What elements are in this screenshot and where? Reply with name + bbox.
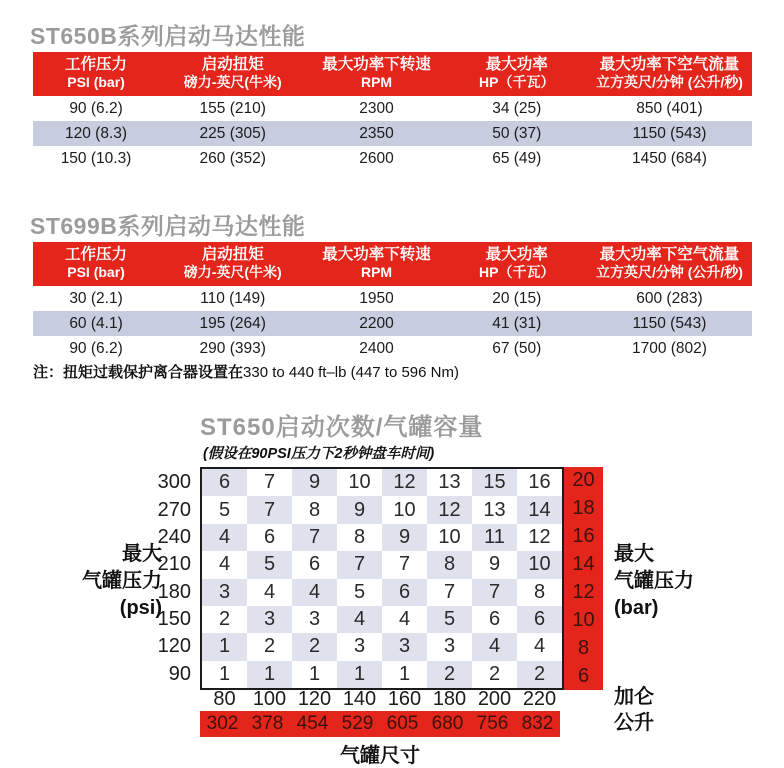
chart-title: ST650启动次数/气罐容量	[200, 414, 484, 441]
grid-cell: 1	[337, 661, 382, 688]
grid-cell: 7	[443, 580, 456, 603]
table-cell: 150 (10.3)	[60, 149, 132, 167]
table-cell: 34 (25)	[492, 99, 542, 117]
note-label: 注：扭矩过载保护离合器设置在	[33, 364, 244, 381]
grid-cell: 1	[308, 662, 321, 685]
table-row	[33, 96, 752, 121]
table-cell: 225 (305)	[159, 121, 306, 146]
bar-tick-label: 14	[572, 553, 595, 576]
torque-note	[33, 361, 459, 382]
gallons-axis	[202, 688, 562, 710]
table-row	[33, 121, 752, 146]
right-axis-label	[614, 541, 694, 622]
psi-tick-label: 150	[157, 608, 191, 631]
grid-cell: 2	[488, 662, 501, 685]
gallons-unit-label: 加仑	[614, 686, 654, 708]
grid-cell: 12	[382, 469, 427, 496]
column-header: 最大功率下空气流量 立方英尺/分钟 (公升/秒)	[587, 52, 752, 96]
grid-cell: 16	[528, 471, 551, 494]
grid-cell: 6	[517, 606, 562, 633]
column-header: 最大功率下转速 RPM	[306, 52, 446, 96]
grid-cell: 1	[247, 661, 292, 688]
grid-cell: 14	[517, 496, 562, 523]
grid-cell: 4	[292, 579, 337, 606]
liters-tick-label: 605	[386, 713, 419, 734]
table-cell: 1150 (543)	[587, 121, 752, 146]
grid-cell: 2	[218, 608, 231, 631]
table-cell: 850 (401)	[636, 99, 703, 117]
liters-tick-label: 756	[476, 713, 509, 734]
section-title-st650b: ST650B系列启动马达性能	[30, 23, 306, 49]
gallons-tick-label: 80	[213, 687, 236, 710]
left-axis-line1: 最大	[122, 543, 162, 565]
grid-cell: 4	[472, 633, 517, 660]
grid-cell: 2	[427, 661, 472, 688]
grid-cell: 10	[517, 551, 562, 578]
grid-cell: 5	[247, 551, 292, 578]
table-row	[33, 286, 752, 311]
table-cell: 1150 (543)	[587, 311, 752, 336]
table-cell: 20 (15)	[492, 289, 542, 307]
table-cell: 41 (31)	[447, 311, 587, 336]
grid-cell: 8	[308, 498, 321, 521]
bar-tick-label: 20	[572, 469, 595, 492]
psi-tick-label: 90	[168, 662, 191, 685]
table-cell: 65 (49)	[492, 149, 542, 167]
chart-grid	[200, 467, 564, 690]
grid-cell: 3	[353, 635, 366, 658]
right-axis-line2: 气罐压力	[614, 570, 694, 592]
gallons-tick-label: 120	[297, 687, 332, 710]
note-text: 330 to 440 ft–lb (447 to 596 Nm)	[243, 364, 459, 381]
grid-cell: 5	[427, 606, 472, 633]
grid-cell: 4	[263, 580, 276, 603]
column-header: 最大功率下空气流量 立方英尺/分钟 (公升/秒)	[587, 242, 752, 286]
liters-axis	[200, 711, 560, 737]
grid-cell: 15	[472, 469, 517, 496]
grid-cell: 4	[337, 606, 382, 633]
bar-tick-label: 10	[572, 608, 595, 631]
grid-cell: 13	[438, 471, 461, 494]
table-cell: 2350	[306, 121, 446, 146]
column-header: 启动扭矩 磅力-英尺(牛米)	[159, 242, 306, 286]
grid-cell: 7	[247, 496, 292, 523]
grid-cell: 4	[398, 608, 411, 631]
table-cell: 60 (4.1)	[33, 311, 159, 336]
liters-tick-label: 529	[341, 713, 374, 734]
table-cell: 90 (6.2)	[69, 339, 123, 357]
performance-table-st699b	[33, 242, 752, 361]
grid-cell: 3	[247, 606, 292, 633]
column-header: 工作压力 PSI (bar)	[33, 242, 159, 286]
table-row	[33, 311, 752, 336]
grid-cell: 12	[427, 496, 472, 523]
grid-cell: 8	[353, 525, 366, 548]
gallons-tick-label: 140	[342, 687, 377, 710]
table-cell: 120 (8.3)	[33, 121, 159, 146]
psi-tick-label: 210	[157, 553, 191, 576]
grid-cell: 1	[398, 662, 411, 685]
bar-tick-label: 18	[572, 497, 595, 520]
grid-cell: 6	[263, 525, 276, 548]
table-cell: 290 (393)	[199, 339, 266, 357]
grid-cell: 7	[472, 579, 517, 606]
grid-cell: 2	[292, 633, 337, 660]
psi-tick-label: 240	[157, 525, 191, 548]
gallons-tick-label: 220	[522, 687, 557, 710]
grid-cell: 3	[308, 608, 321, 631]
table-row	[33, 336, 752, 361]
grid-cell: 11	[472, 524, 517, 551]
grid-cell: 9	[292, 469, 337, 496]
psi-tick-label: 180	[157, 580, 191, 603]
grid-cell: 9	[337, 496, 382, 523]
grid-cell: 4	[218, 553, 231, 576]
grid-cell: 1	[202, 633, 247, 660]
tank-size-axis-title: 气罐尺寸	[340, 745, 420, 767]
grid-cell: 5	[218, 498, 231, 521]
psi-tick-label: 270	[157, 498, 191, 521]
grid-cell: 7	[398, 553, 411, 576]
table-cell: 600 (283)	[636, 289, 703, 307]
psi-axis	[95, 469, 195, 688]
grid-cell: 10	[393, 498, 416, 521]
section-title-st699b: ST699B系列启动马达性能	[30, 213, 306, 239]
bar-tick-label: 8	[577, 636, 590, 659]
table-cell: 260 (352)	[199, 149, 266, 167]
grid-cell: 3	[202, 579, 247, 606]
grid-cell: 12	[528, 525, 551, 548]
table-cell: 1450 (684)	[631, 149, 707, 167]
grid-cell: 10	[438, 525, 461, 548]
table-cell: 67 (50)	[492, 339, 542, 357]
grid-cell: 6	[308, 553, 321, 576]
grid-cell: 8	[427, 551, 472, 578]
performance-table-st650b	[33, 52, 752, 171]
table-row	[33, 146, 752, 171]
grid-cell: 7	[337, 551, 382, 578]
column-header: 工作压力 PSI (bar)	[33, 52, 159, 96]
right-axis-line1: 最大	[614, 543, 654, 565]
grid-cell: 2	[263, 635, 276, 658]
table-cell: 195 (264)	[159, 311, 306, 336]
table-header-row	[33, 242, 752, 286]
table-header-row	[33, 52, 752, 96]
left-axis-line2: 气罐压力	[82, 570, 162, 592]
liters-unit-label: 公升	[614, 712, 654, 734]
table-cell: 155 (210)	[199, 99, 266, 117]
table-cell: 2600	[359, 149, 394, 167]
column-header: 最大功率 HP（千瓦）	[447, 52, 587, 96]
column-header: 最大功率 HP（千瓦）	[447, 242, 587, 286]
gallons-tick-label: 180	[432, 687, 467, 710]
grid-cell: 9	[382, 524, 427, 551]
table-cell: 50 (37)	[447, 121, 587, 146]
grid-cell: 7	[292, 524, 337, 551]
chart-subtitle: (假设在90PSI压力下2秒钟盘车时间)	[203, 446, 435, 462]
grid-cell: 4	[533, 635, 546, 658]
gallons-tick-label: 160	[387, 687, 422, 710]
grid-cell: 13	[483, 498, 506, 521]
liters-tick-label: 832	[521, 713, 554, 734]
table-cell: 30 (2.1)	[69, 289, 123, 307]
column-header: 最大功率下转速 RPM	[306, 242, 446, 286]
grid-cell: 8	[533, 580, 546, 603]
psi-tick-label: 300	[157, 471, 191, 494]
bar-tick-label: 16	[572, 525, 595, 548]
grid-cell: 3	[382, 633, 427, 660]
bar-tick-label: 6	[577, 664, 590, 687]
gallons-tick-label: 100	[252, 687, 287, 710]
bar-tick-label: 12	[572, 580, 595, 603]
grid-cell: 6	[202, 469, 247, 496]
liters-tick-label: 378	[251, 713, 284, 734]
right-axis-line3: (bar)	[614, 597, 659, 619]
unit-labels	[614, 684, 654, 736]
table-cell: 1700 (802)	[631, 339, 707, 357]
column-header: 启动扭矩 磅力-英尺(牛米)	[159, 52, 306, 96]
psi-tick-label: 120	[157, 635, 191, 658]
grid-cell: 1	[218, 662, 231, 685]
grid-cell: 9	[488, 553, 501, 576]
bar-axis	[564, 467, 603, 690]
grid-cell: 2	[517, 661, 562, 688]
grid-cell: 6	[488, 608, 501, 631]
table-cell: 1950	[359, 289, 394, 307]
gallons-tick-label: 200	[477, 687, 512, 710]
left-axis-line3: (psi)	[119, 597, 162, 619]
table-cell: 90 (6.2)	[69, 99, 123, 117]
grid-cell: 5	[353, 580, 366, 603]
liters-tick-label: 302	[206, 713, 239, 734]
table-cell: 2300	[359, 99, 394, 117]
table-cell: 110 (149)	[200, 289, 266, 307]
liters-tick-label: 454	[296, 713, 329, 734]
table-cell: 2200	[306, 311, 446, 336]
grid-cell: 7	[263, 471, 276, 494]
grid-cell: 6	[382, 579, 427, 606]
grid-cell: 10	[348, 471, 371, 494]
grid-cell: 3	[443, 635, 456, 658]
table-cell: 2400	[359, 339, 394, 357]
liters-tick-label: 680	[431, 713, 464, 734]
grid-cell: 4	[202, 524, 247, 551]
